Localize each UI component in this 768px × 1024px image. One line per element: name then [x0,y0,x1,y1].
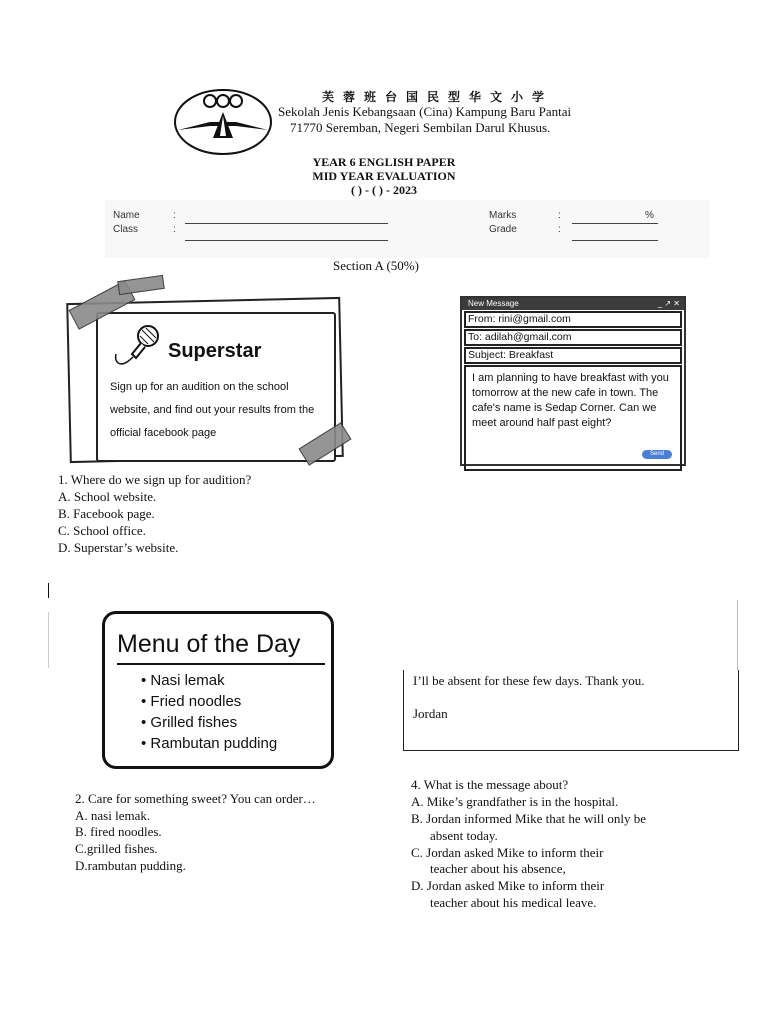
message-text: I’ll be absent for these few days. Thank you. [413,673,645,688]
q1-option-b: B. Facebook page. [58,506,155,521]
email-window [460,296,686,466]
grade-field[interactable] [572,240,658,241]
school-name-chinese: 芙蓉班台国民型华文小学 [322,90,554,104]
window-controls-icon[interactable]: _ ↗ ✕ [657,299,680,308]
percent-sign: % [645,210,654,221]
email-window-title: New Message [468,299,519,308]
absence-message-box [403,670,739,751]
student-info-block [105,200,710,258]
class-label: Class [113,224,139,235]
email-body: I am planning to have breakfast with you tomorrow at the new cafe in town. The cafe's name is Sedap Corner. Can we meet around half past eight? [464,365,682,471]
menu-of-the-day [102,611,334,769]
menu-item: • Rambutan pudding [141,735,278,752]
q2-option-d: D.rambutan pudding. [75,858,186,873]
tape-top [117,275,165,295]
menu-title: Menu of the Day [117,630,301,658]
paper-date: ( ) - ( ) - 2023 [351,183,417,197]
edge-line-left [48,612,49,668]
q2-option-c: C.grilled fishes. [75,841,158,856]
q1-question: 1. Where do we sign up for audition? [58,472,252,487]
paper-subtitle: MID YEAR EVALUATION [312,169,456,183]
marks-colon: : [558,210,561,221]
marks-field[interactable] [572,223,658,224]
q4-option-d-cont: teacher about his medical leave. [430,895,597,910]
grade-label: Grade [489,224,517,235]
name-label: Name [113,210,140,221]
email-from: From: rini@gmail.com [464,311,682,328]
email-subject: Subject: Breakfast [464,347,682,364]
name-colon: : [173,210,176,221]
q2-option-b: B. fired noodles. [75,824,162,839]
menu-item: • Fried noodles [141,693,242,710]
edge-line-right [737,600,738,670]
school-address: 71770 Seremban, Negeri Sembilan Darul Khusus. [290,120,551,135]
q4-option-b-cont: absent today. [430,828,498,843]
q1-option-a: A. School website. [58,489,157,504]
microphone-icon [110,324,160,377]
q1-option-c: C. School office. [58,523,146,538]
q1-option-d: D. Superstar’s website. [58,540,179,555]
menu-list [141,670,277,754]
poster-title: Superstar [168,340,262,362]
paper-title: YEAR 6 ENGLISH PAPER [312,155,456,169]
menu-item: • Nasi lemak [141,672,225,689]
menu-item: • Grilled fishes [141,714,238,731]
q4-question: 4. What is the message about? [411,777,569,792]
email-title-bar [462,298,684,310]
q4-option-c-cont: teacher about his absence, [430,861,566,876]
q4-option-b: B. Jordan informed Mike that he will only be [411,811,647,826]
message-signature: Jordan [413,706,448,721]
grade-colon: : [558,224,561,235]
send-button[interactable]: Send [642,450,672,459]
class-colon: : [173,224,176,235]
q4-option-c: C. Jordan asked Mike to inform their [411,845,604,860]
q4-option-d: D. Jordan asked Mike to inform their [411,878,605,893]
menu-title-underline [117,663,325,665]
section-label: Section A (50%) [333,258,419,273]
q2-question: 2. Care for something sweet? You can order… [75,791,316,806]
q2-option-a: A. nasi lemak. [75,808,151,823]
edge-mark-left [48,583,49,598]
poster-body: Sign up for an audition on the school website, and find out your results from the official facebook page [110,381,315,439]
school-name: Sekolah Jenis Kebangsaan (Cina) Kampung Baru Pantai [278,104,572,119]
q4-option-a: A. Mike’s grandfather is in the hospital. [411,794,619,809]
name-field[interactable] [185,223,388,224]
superstar-poster [96,312,336,462]
class-field[interactable] [185,240,388,241]
email-to: To: adilah@gmail.com [464,329,682,346]
school-logo [170,86,276,156]
marks-label: Marks [489,210,517,221]
